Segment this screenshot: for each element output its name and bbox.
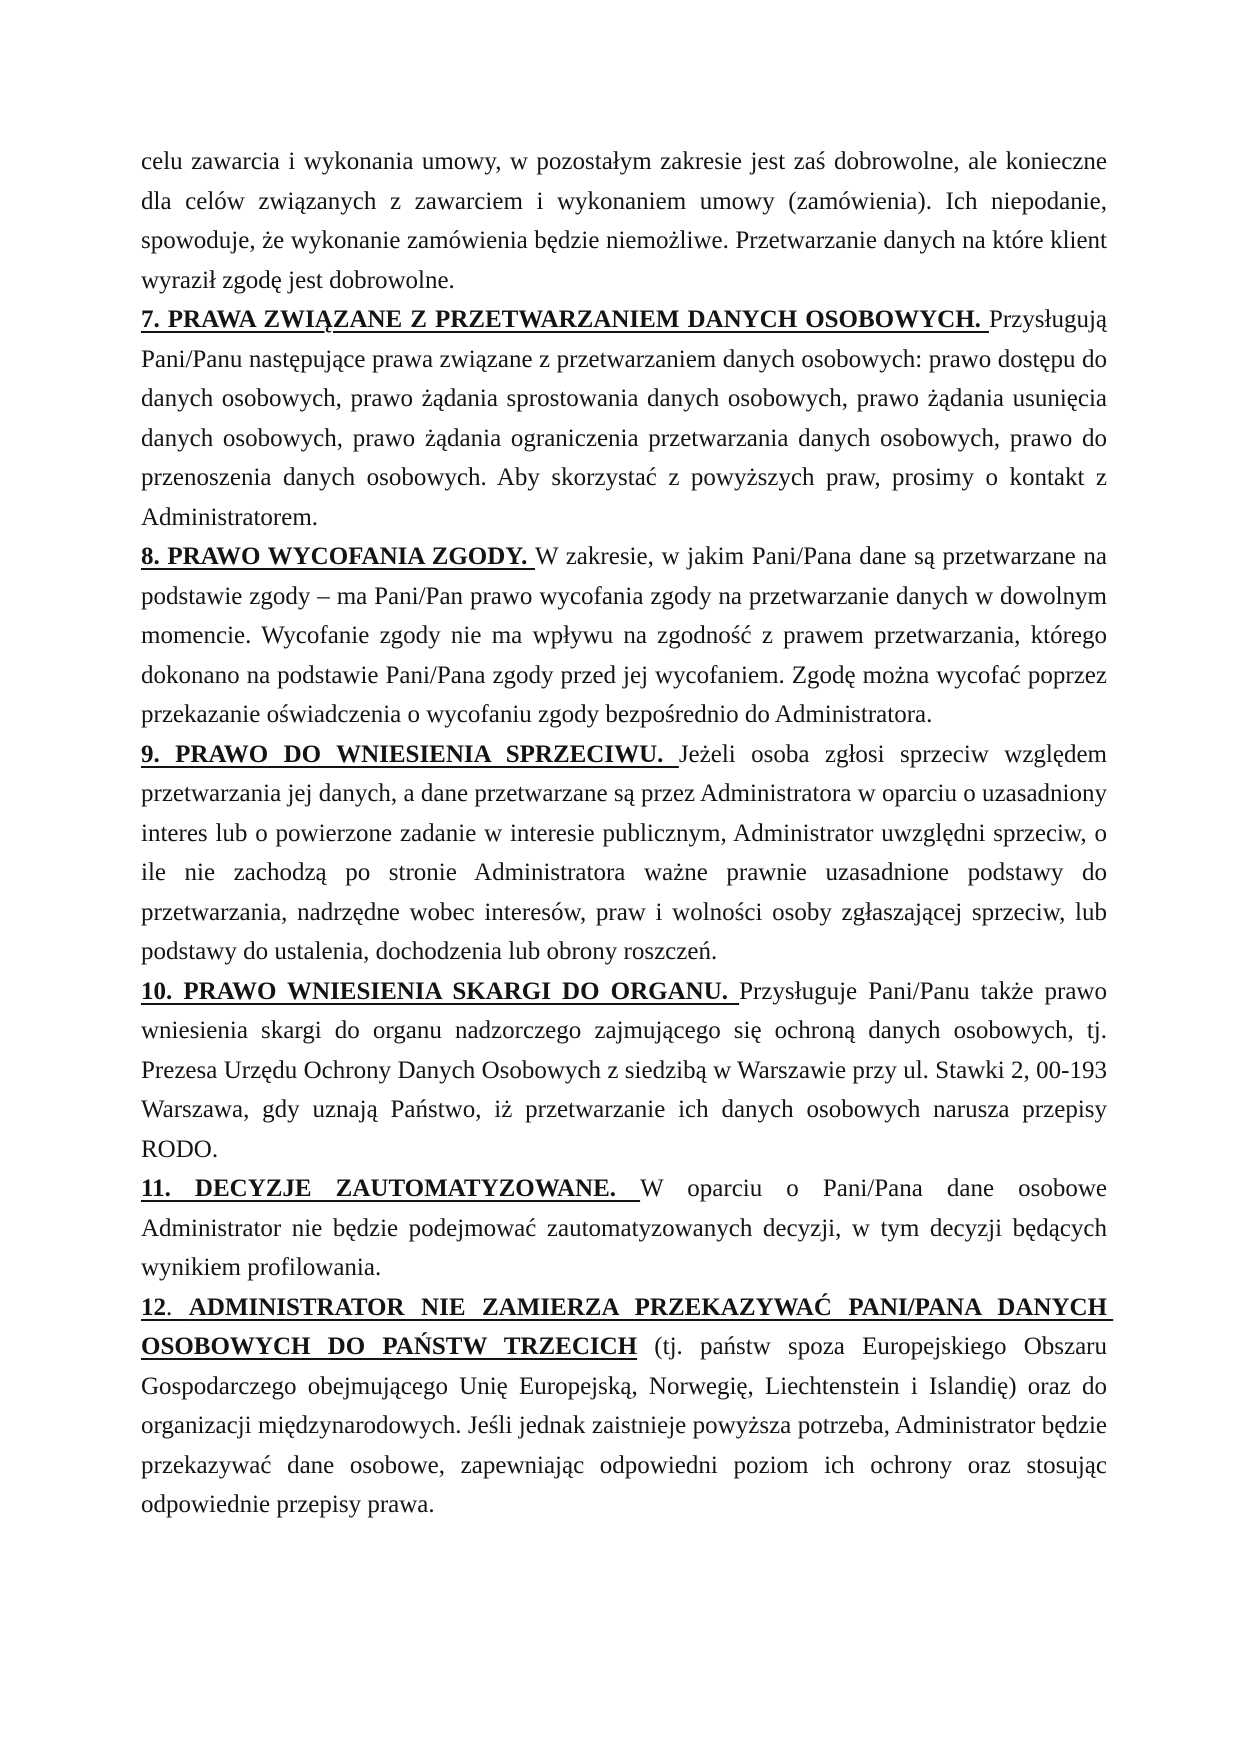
section-10 <box>141 972 1114 1170</box>
section-heading: ADMINISTRATOR NIE ZAMIERZA PRZEKAZYWAĆ PANI/PANA DANYCH OSOBOWYCH DO PAŃSTW TRZECICH <box>141 1293 1114 1360</box>
body-text: celu zawarcia i wykonania umowy, w pozostałym zakresie jest zaś dobrowolne, ale konieczne dla celów związanych z zawarciem i wykonaniem umowy (zamówienia). Ich niepodanie, spowoduje, że wykonanie zamówienia będzie niemożliwe. Przetwarzanie danych na które klient wyraził zgodę jest dobrowolne. <box>141 148 1114 294</box>
section-heading: 10. PRAWO WNIESIENIA SKARGI DO ORGANU. <box>141 977 740 1005</box>
body-text: (tj. państw spoza Europejskiego Obszaru Gospodarczego obejmującego Unię Europejską, Norwegię, Liechtenstein i Islandię) oraz do organizacji międzynarodowych. Jeśli jednak zaistnieje powyższa potrzeba, Administrator będzie przekazywać dane osobowe, zapewniając odpowiedni poziom ich ochrony oraz stosując odpowiednie przepisy prawa. <box>141 1333 1114 1518</box>
section-heading: 8. PRAWO WYCOFANIA ZGODY. <box>141 543 535 570</box>
document-body <box>141 142 1114 1525</box>
body-text: Jeżeli osoba zgłosi sprzeciw względem przetwarzania jej danych, a dane przetwarzane są przez Administratora w oparciu o uzasadniony interes lub o powierzone zadanie w interesie publicznym, Administrator uwzględni sprzeciw, o ile nie zachodzą po stronie Administratora ważne prawnie uzasadnione podstawy do przetwarzania, nadrzędne wobec interesów, praw i wolności osoby zgłaszającej sprzeciw, lub podstawy do ustalenia, dochodzenia lub obrony roszczeń. <box>141 740 1114 965</box>
section-heading: 7. PRAWA ZWIĄZANE Z PRZETWARZANIEM DANYCH OSOBOWYCH. <box>141 306 989 333</box>
body-text: W zakresie, w jakim Pani/Pana dane są przetwarzane na podstawie zgody – ma Pani/Pan prawo wycofania zgody na przetwarzanie danych w dowolnym momencie. Wycofanie zgody nie ma wpływu na zgodność z prawem przetwarzania, którego dokonano na podstawie Pani/Pana zgody przed jej wycofaniem. Zgodę można wycofać poprzez przekazanie oświadczenia o wycofaniu zgody bezpośrednio do Administratora. <box>141 543 1114 728</box>
body-text: Przysługują Pani/Panu następujące prawa związane z przetwarzaniem danych osobowych: prawo dostępu do danych osobowych, prawo żądania sprostowania danych osobowych, prawo żądania usunięcia danych osobowych, prawo żądania ograniczenia przetwarzania danych osobowych, prawo do przenoszenia danych osobowych. Aby skorzystać z powyższych praw, prosimy o kontakt z Administratorem. <box>141 306 1114 531</box>
intro-paragraph <box>141 142 1114 300</box>
section-heading: 11. DECYZJE ZAUTOMATYZOWANE. <box>141 1175 641 1202</box>
section-8 <box>141 537 1114 735</box>
section-7 <box>141 300 1114 537</box>
body-text: W oparciu o Pani/Pana dane osobowe Administrator nie będzie podejmować zautomatyzowanych decyzji, w tym decyzji będących wynikiem profilowania. <box>141 1175 1114 1281</box>
section-heading: . <box>166 1293 189 1321</box>
section-heading: 12 <box>141 1293 166 1321</box>
section-heading: 9. PRAWO DO WNIESIENIA SPRZECIWU. <box>141 740 679 768</box>
section-11 <box>141 1169 1114 1288</box>
body-text: Przysługuje Pani/Panu także prawo wniesienia skargi do organu nadzorczego zajmującego się ochroną danych osobowych, tj. Prezesa Urzędu Ochrony Danych Osobowych z siedzibą w Warszawie przy ul. Stawki 2, 00-193 Warszawa, gdy uznają Państwo, iż przetwarzanie ich danych osobowych narusza przepisy RODO. <box>141 977 1114 1163</box>
section-9 <box>141 735 1114 972</box>
section-12 <box>141 1288 1114 1525</box>
